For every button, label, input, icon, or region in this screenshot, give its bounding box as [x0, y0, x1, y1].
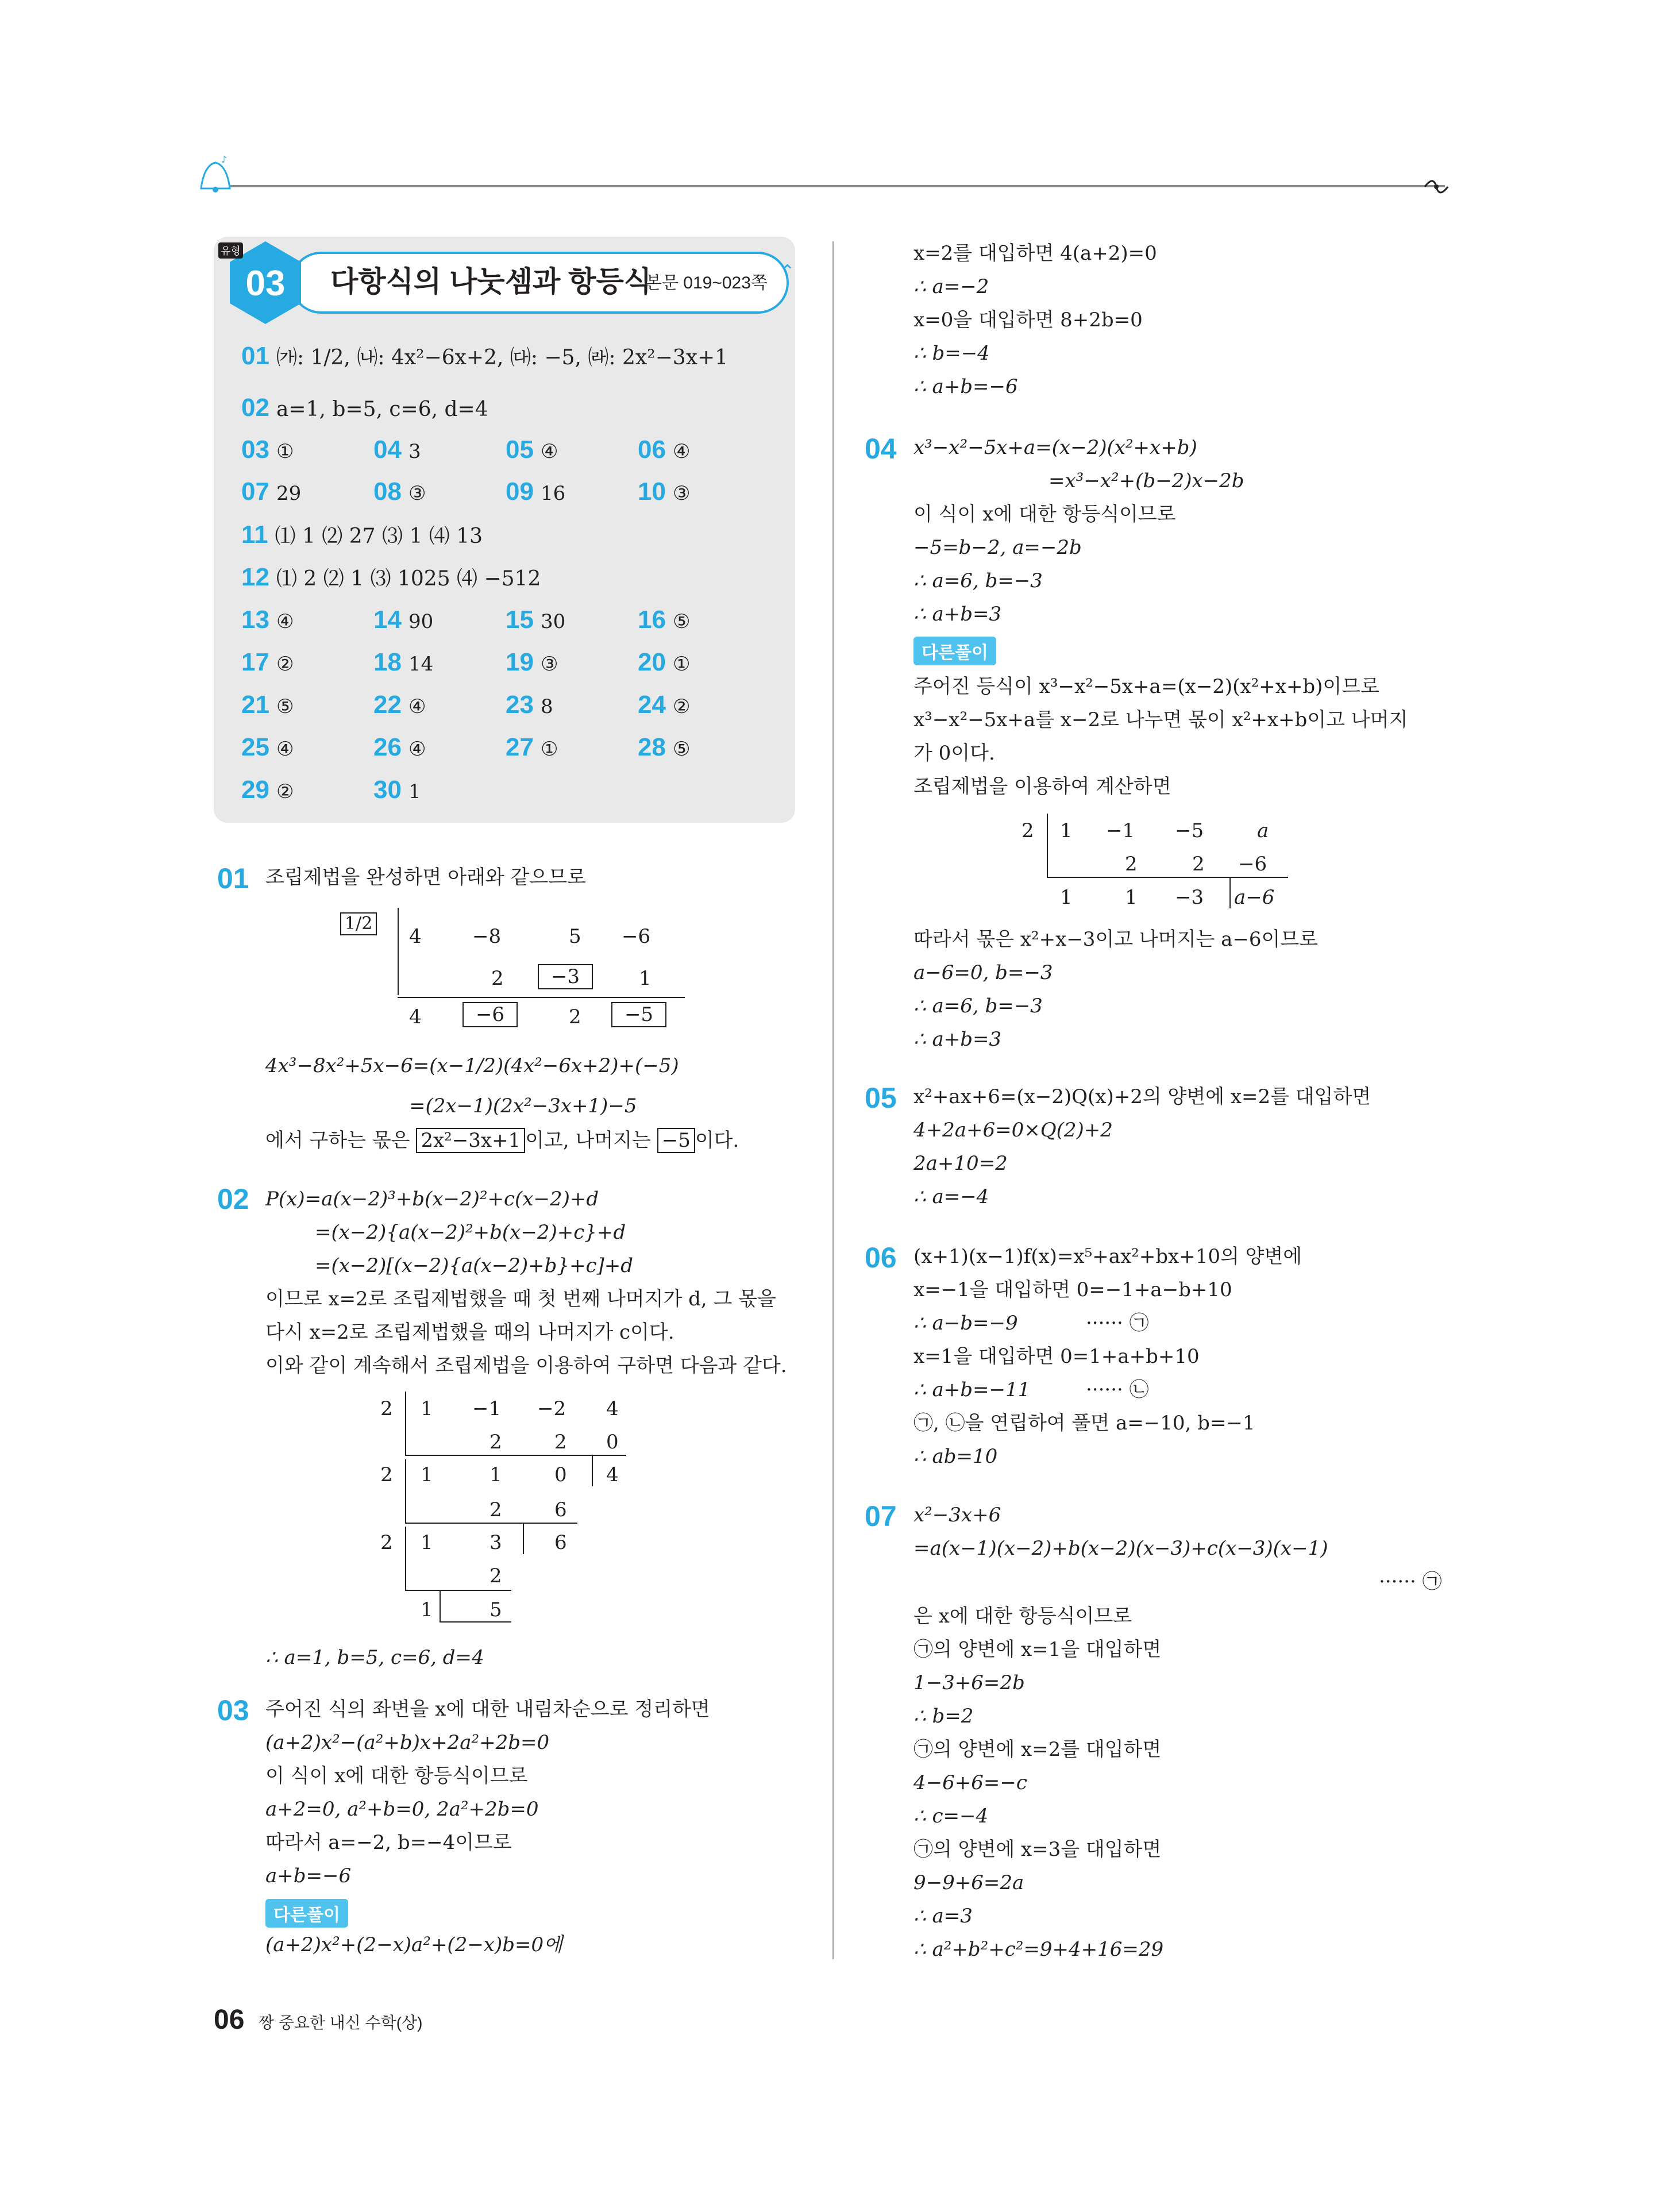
p01-r1c4: −6 [622, 925, 651, 948]
p03-alt-solution-tag: 다른풀이 [265, 1899, 348, 1928]
answer-cell-num: 21 [241, 691, 269, 719]
p02-r5c1: 1 [421, 1531, 433, 1554]
answer-cell-value: ② [276, 780, 294, 803]
section-title: 다항식의 나눗셈과 항등식 [330, 265, 652, 298]
answer-cell-num: 25 [241, 733, 269, 761]
p01-r2c2: 2 [491, 967, 504, 990]
p02-hline1 [405, 1455, 626, 1456]
r03-l3: x=0을 대입하면 8+2b=0 [913, 309, 1143, 332]
p02-hline2 [405, 1523, 577, 1524]
p02-r5c2: 3 [489, 1531, 502, 1554]
p02-l6: 이와 같이 계속해서 조립제법을 이용하여 구하면 다음과 같다. [265, 1354, 787, 1377]
p02-r1c1: 1 [421, 1397, 433, 1420]
p06-l3: ∴ a−b=−9 [913, 1312, 1018, 1335]
p04-vline [1047, 814, 1048, 877]
answer-cell-value: 30 [540, 610, 566, 633]
p02-r3c2: 1 [489, 1463, 502, 1486]
p06-l4: x=1을 대입하면 0=1+a+b+10 [913, 1345, 1200, 1368]
answer-cell [373, 733, 426, 762]
answer-cell-value: ⑤ [672, 738, 691, 761]
p03-l2: (a+2)x²−(a²+b)x+2a²+2b=0 [265, 1731, 550, 1754]
answer-cell-value: ⑤ [672, 610, 691, 633]
section-ref: 본문 019~023쪽 [645, 273, 768, 292]
answer-cell [506, 477, 565, 506]
p02-r2c4: 0 [606, 1431, 619, 1454]
p04-r3c3: −3 [1175, 886, 1204, 909]
problem-04-num: 04 [865, 433, 897, 465]
p07-l2: =a(x−1)(x−2)+b(x−2)(x−3)+c(x−3)(x−1) [913, 1537, 1328, 1560]
answer-cell [241, 691, 294, 719]
p04-r2c3: 2 [1192, 853, 1205, 876]
p02-r1c4: 4 [606, 1397, 619, 1420]
p01-divisor: 1/2 [340, 912, 377, 935]
answer-cell-value: ④ [276, 610, 294, 633]
section-badge-label: 유형 [218, 242, 243, 259]
answer-cell-value: 14 [408, 653, 434, 676]
p06-l6: ㉠, ㉡을 연립하여 풀면 a=−10, b=−1 [913, 1412, 1255, 1435]
p03-l7: (a+2)x²+(2−x)a²+(2−x)b=0에 [265, 1933, 562, 1956]
answer-cell [638, 733, 690, 762]
p07-l11: 9−9+6=2a [913, 1871, 1024, 1894]
p07-l8: 4−6+6=−c [913, 1771, 1027, 1794]
p02-conclusion: ∴ a=1, b=5, c=6, d=4 [265, 1646, 484, 1669]
p04-l6: ∴ a+b=3 [913, 603, 1002, 626]
p04-r1c2: −1 [1106, 819, 1135, 842]
answer-cell [241, 477, 301, 506]
answer-cell-num: 27 [506, 733, 534, 761]
answer-02 [241, 394, 488, 422]
p02-r3c1: 1 [421, 1463, 433, 1486]
p01-concl-b: 이고, 나머지는 [525, 1129, 651, 1152]
answer-cell-value: 3 [408, 440, 421, 463]
p01-concl-box1: 2x²−3x+1 [416, 1128, 525, 1153]
p02-r7c2: 5 [489, 1598, 502, 1621]
answer-02-text: a=1, b=5, c=6, d=4 [276, 398, 488, 421]
p02-r4c2: 2 [489, 1498, 502, 1521]
p03-l3: 이 식이 x에 대한 항등식이므로 [265, 1764, 528, 1787]
p02-rbox3 [440, 1590, 441, 1621]
r03-l2: ∴ a=−2 [913, 275, 989, 298]
problem-05-num: 05 [865, 1082, 897, 1114]
answer-cell-num: 03 [241, 436, 269, 464]
answer-cell [638, 477, 690, 506]
p01-conclusion [265, 1131, 739, 1150]
svg-text:03: 03 [245, 264, 286, 303]
p01-r3c4: −5 [611, 1002, 666, 1027]
answer-cell-value: ④ [276, 738, 294, 761]
answer-cell [241, 436, 294, 464]
answer-cell-value: ① [540, 738, 558, 761]
p02-r3c3: 0 [554, 1463, 567, 1486]
answer-01-text: ㈎: 1/2, ㈏: 4x²−6x+2, ㈐: −5, ㈑: 2x²−3x+1 [276, 346, 728, 369]
answer-cell-value: ④ [408, 738, 426, 761]
answer-cell-value: 29 [276, 482, 302, 505]
p04-d: 2 [1022, 819, 1034, 842]
answer-cell [241, 648, 294, 677]
p07-l1: x²−3x+6 [913, 1504, 1001, 1527]
answer-cell-value: ② [672, 695, 691, 718]
r03-l5: ∴ a+b=−6 [913, 375, 1018, 398]
answer-01-num: 01 [241, 342, 269, 370]
r03-l1: x=2를 대입하면 4(a+2)=0 [913, 242, 1157, 265]
answer-11-text: ⑴ 1 ⑵ 27 ⑶ 1 ⑷ 13 [275, 525, 483, 548]
answer-01 [241, 341, 728, 371]
answer-11 [241, 520, 483, 549]
p01-eq1: 4x³−8x²+5x−6=(x−1/2)(4x²−6x+2)+(−5) [265, 1054, 679, 1077]
p04-r1c1: 1 [1060, 819, 1073, 842]
answer-cell-value: ① [276, 440, 294, 463]
answer-cell [506, 733, 558, 762]
answer-cell-num: 07 [241, 477, 269, 506]
p04-l7: 주어진 등식이 x³−x²−5x+a=(x−2)(x²+x+b)이므로 [913, 675, 1379, 698]
answer-cell-num: 13 [241, 606, 269, 634]
p01-vline [398, 908, 399, 995]
p04-l1: x³−x²−5x+a=(x−2)(x²+x+b) [913, 436, 1197, 459]
answer-cell-value: ④ [408, 695, 426, 718]
p06-mark1: ······ ㉠ [1086, 1312, 1149, 1335]
p07-l10: ㉠의 양변에 x=3을 대입하면 [913, 1838, 1162, 1861]
bell-icon [192, 154, 238, 194]
problem-01-intro: 조립제법을 완성하면 아래와 같으므로 [265, 866, 586, 889]
answer-cell-num: 08 [373, 477, 402, 506]
p07-l13: ∴ a²+b²+c²=9+4+16=29 [913, 1938, 1164, 1961]
p02-r3c4: 4 [606, 1463, 619, 1486]
answer-cell-num: 14 [373, 606, 402, 634]
p02-r6c2: 2 [489, 1564, 502, 1587]
p02-l4: 이므로 x=2로 조립제법했을 때 첫 번째 나머지가 d, 그 몫을 [265, 1288, 776, 1311]
answer-cell-num: 04 [373, 436, 402, 464]
p03-l1: 주어진 식의 좌변을 x에 대한 내림차순으로 정리하면 [265, 1698, 710, 1721]
p01-concl-a: 에서 구하는 몫은 [265, 1129, 410, 1152]
answer-cell-num: 09 [506, 477, 534, 506]
p02-r1c2: −1 [472, 1397, 502, 1420]
answer-cell-num: 22 [373, 691, 402, 719]
answer-cell [373, 436, 421, 464]
answer-cell-value: ③ [408, 482, 426, 505]
p02-vline3 [405, 1527, 406, 1590]
p04-l4: −5=b−2, a=−2b [913, 536, 1082, 559]
p04-l10: 조립제법을 이용하여 계산하면 [913, 775, 1171, 798]
p04-l11: 따라서 몫은 x²+x−3이고 나머지는 a−6이므로 [913, 928, 1319, 951]
problem-02-num: 02 [217, 1183, 249, 1215]
answer-cell-value: 1 [408, 780, 421, 803]
answer-cell [373, 477, 426, 506]
answer-cell-value: 90 [408, 610, 434, 633]
p05-l2: 4+2a+6=0×Q(2)+2 [913, 1119, 1113, 1142]
p02-hline3 [405, 1590, 511, 1591]
p04-hline [1047, 877, 1288, 878]
p03-l4: a+2=0, a²+b=0, 2a²+2b=0 [265, 1798, 539, 1821]
footer-book-title: 짱 중요한 내신 수학(상) [259, 2014, 423, 2032]
answer-cell-num: 29 [241, 776, 269, 804]
p01-concl-c: 이다. [695, 1129, 739, 1152]
p01-r2c3: −3 [538, 964, 593, 989]
p07-l5: 1−3+6=2b [913, 1671, 1025, 1694]
p06-l2: x=−1을 대입하면 0=−1+a−b+10 [913, 1278, 1232, 1301]
p04-r3c2: 1 [1125, 886, 1138, 909]
p04-l5: ∴ a=6, b=−3 [913, 569, 1043, 592]
answer-cell [241, 776, 294, 804]
answer-12-text: ⑴ 2 ⑵ 1 ⑶ 1025 ⑷ −512 [276, 567, 541, 591]
p01-r1c2: −8 [472, 925, 502, 948]
answer-cell-num: 23 [506, 691, 534, 719]
p04-l14: ∴ a+b=3 [913, 1028, 1002, 1051]
p07-l12: ∴ a=3 [913, 1905, 973, 1928]
answer-cell-num: 30 [373, 776, 402, 804]
p03-l5: 따라서 a=−2, b=−4이므로 [265, 1831, 512, 1854]
answer-cell-num: 20 [638, 648, 666, 676]
p04-r1c4: a [1257, 819, 1269, 842]
p02-d3: 2 [380, 1531, 393, 1554]
r03-l4: ∴ b=−4 [913, 342, 990, 365]
answer-cell-value: ② [276, 653, 294, 676]
p01-eq2: =(2x−1)(2x²−3x+1)−5 [409, 1095, 637, 1117]
answer-cell-num: 18 [373, 648, 402, 676]
p04-l13: ∴ a=6, b=−3 [913, 995, 1043, 1018]
answer-cell [241, 733, 294, 762]
top-divider-line [227, 185, 1445, 187]
answer-cell [638, 606, 690, 634]
p06-l5: ∴ a+b=−11 [913, 1378, 1031, 1401]
column-divider [832, 241, 834, 1959]
p02-r5c3: 6 [554, 1531, 567, 1554]
p04-r2c2: 2 [1125, 853, 1138, 876]
answer-cell [506, 691, 553, 719]
problem-07-num: 07 [865, 1500, 897, 1532]
answer-cell-num: 24 [638, 691, 666, 719]
p02-hline4 [440, 1621, 511, 1623]
answer-cell-num: 19 [506, 648, 534, 676]
answer-cell-num: 28 [638, 733, 666, 761]
answer-02-num: 02 [241, 394, 269, 422]
answer-cell [373, 648, 433, 677]
p04-rbox [1229, 877, 1231, 908]
answer-cell [638, 691, 690, 719]
p04-r3c1: 1 [1060, 886, 1073, 909]
answer-cell-num: 17 [241, 648, 269, 676]
p07-l3: 은 x에 대한 항등식이므로 [913, 1605, 1132, 1628]
p02-d1: 2 [380, 1397, 393, 1420]
ribbon-icon [1419, 172, 1454, 201]
p02-rbox2 [523, 1523, 524, 1554]
p02-rbox1 [592, 1455, 593, 1486]
answer-cell-value: ④ [540, 440, 558, 463]
p04-l2: =x³−x²+(b−2)x−2b [1049, 469, 1244, 492]
answer-cell [506, 648, 558, 677]
answer-cell-value: ① [672, 653, 691, 676]
p01-concl-box2: −5 [657, 1128, 695, 1153]
p01-r1c3: 5 [569, 925, 581, 948]
p07-mark: ······ ㉠ [1379, 1570, 1442, 1593]
p01-r3c2: −6 [462, 1002, 518, 1027]
p04-l12: a−6=0, b=−3 [913, 961, 1053, 984]
p04-l8: x³−x²−5x+a를 x−2로 나누면 몫이 x²+x+b이고 나머지 [913, 708, 1408, 731]
p02-vline1 [405, 1392, 406, 1455]
answer-cell-value: 8 [540, 695, 553, 718]
p06-l1: (x+1)(x−1)f(x)=x⁵+ax²+bx+10의 양변에 [913, 1245, 1302, 1268]
answer-cell-num: 06 [638, 436, 666, 464]
answer-cell-value: 16 [540, 482, 566, 505]
answer-cell-num: 15 [506, 606, 534, 634]
p07-l9: ∴ c=−4 [913, 1805, 989, 1828]
answer-cell [638, 648, 690, 677]
p06-mark2: ······ ㉡ [1086, 1378, 1149, 1401]
p07-l6: ∴ b=2 [913, 1705, 974, 1728]
p04-l3: 이 식이 x에 대한 항등식이므로 [913, 503, 1176, 526]
p04-r2c4: −6 [1238, 853, 1267, 876]
answer-cell-num: 26 [373, 733, 402, 761]
footer-page-number: 06 [214, 2005, 245, 2035]
answer-cell [373, 691, 426, 719]
p02-r4c3: 6 [554, 1498, 567, 1521]
p05-l4: ∴ a=−4 [913, 1185, 989, 1208]
p07-l4: ㉠의 양변에 x=1을 대입하면 [913, 1638, 1162, 1661]
problem-01-num: 01 [217, 862, 249, 895]
answer-11-num: 11 [241, 521, 268, 549]
answer-cell-num: 10 [638, 477, 666, 506]
p02-d2: 2 [380, 1463, 393, 1486]
p04-r1c3: −5 [1175, 819, 1204, 842]
chevron-up-icon: ⌃ [780, 261, 795, 282]
p05-l3: 2a+10=2 [913, 1152, 1008, 1175]
p07-l7: ㉠의 양변에 x=2를 대입하면 [913, 1738, 1162, 1761]
p02-r1c3: −2 [537, 1397, 566, 1420]
answer-12 [241, 562, 541, 592]
p02-l1: P(x)=a(x−2)³+b(x−2)²+c(x−2)+d [265, 1188, 599, 1211]
answer-cell [506, 606, 565, 634]
p02-vline2 [405, 1459, 406, 1523]
p04-l9: 가 0이다. [913, 742, 995, 765]
p04-alt-solution-tag: 다른풀이 [913, 637, 996, 665]
p05-l1: x²+ax+6=(x−2)Q(x)+2의 양변에 x=2를 대입하면 [913, 1085, 1371, 1108]
p02-l2: =(x−2){a(x−2)²+b(x−2)+c}+d [315, 1221, 626, 1244]
p01-r1c1: 4 [409, 925, 422, 948]
answer-cell-value: ⑤ [276, 695, 294, 718]
answer-cell [638, 436, 690, 464]
p01-hline [398, 997, 685, 998]
p01-r3c1: 4 [409, 1005, 422, 1028]
answer-cell-num: 05 [506, 436, 534, 464]
answer-cell-value: ④ [672, 440, 691, 463]
p06-l7: ∴ ab=10 [913, 1445, 998, 1468]
p01-r3c3: 2 [569, 1005, 581, 1028]
p02-r2c2: 2 [489, 1431, 502, 1454]
answer-cell-value: ③ [672, 482, 691, 505]
answer-cell [506, 436, 558, 464]
answer-cell-num: 16 [638, 606, 666, 634]
p02-r2c3: 2 [554, 1431, 567, 1454]
answer-12-num: 12 [241, 563, 269, 591]
p03-l6: a+b=−6 [265, 1864, 352, 1887]
answer-cell [241, 606, 294, 634]
p01-r2c4: 1 [639, 967, 652, 990]
problem-06-num: 06 [865, 1242, 897, 1274]
svg-text:♪: ♪ [221, 154, 228, 165]
p02-l3: =(x−2)[(x−2){a(x−2)+b}+c]+d [315, 1254, 634, 1277]
answer-cell-value: ③ [540, 653, 558, 676]
p02-r7c1: 1 [421, 1598, 433, 1621]
answer-cell [373, 606, 433, 634]
p02-l5: 다시 x=2로 조립제법했을 때의 나머지가 c이다. [265, 1321, 674, 1344]
p04-r3c4: a−6 [1234, 886, 1275, 909]
answer-cell [373, 776, 421, 804]
problem-03-num: 03 [217, 1694, 249, 1727]
